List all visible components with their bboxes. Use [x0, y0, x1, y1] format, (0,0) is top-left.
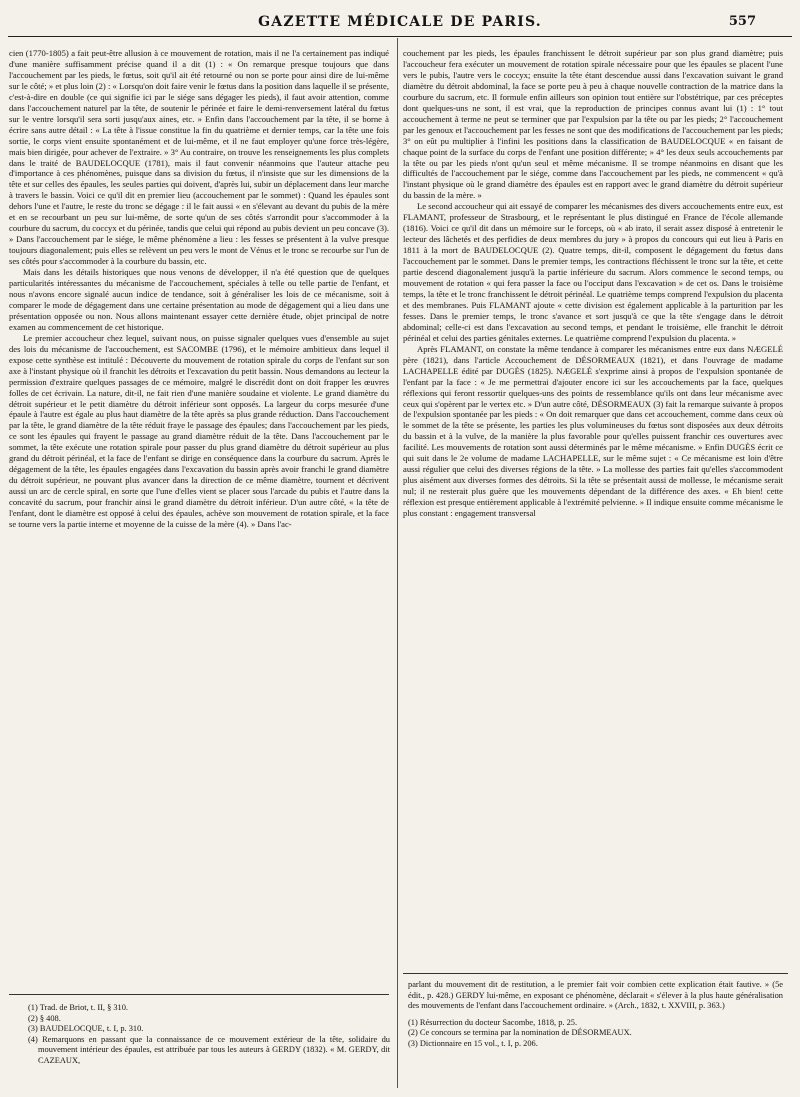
header-rule: [8, 36, 792, 37]
footnote-left-2: (2) § 408.: [28, 1013, 61, 1023]
right-paragraph-1: couchement par les pieds, les épaules franchissent le détroit supérieur par son plus grand diamètre; puis l'accoucheur fera exécuter un mouvement de rotation spirale nécessaire pour que les épaules se placent l'une vers le pubis, l'autre vers le coccyx; ensuite la tête étant descendue aussi dans l'excavation suivant le grand diamètre du détroit abdominal, la face se porte peu à peu à chaque nouvelle contraction de la matrice dans la courbure du sacrum, etc. Il formule enfin ailleurs son opinion tout entière sur l'obstétrique, par ces préceptes dont quelques-uns ne sont, il est vrai, que la reproduction de principes connus avant lui (1) : 1° tout accouchement à terme ne peut se terminer que par l'expulsion par la tête ou par les pieds; 2° l'accouchement par les genoux et l'accouchement par les fesses ne sont que des modifications de l'accouchement par les pieds; 3° on eût pu multiplier à l'infini les positions dans la classification de BAUDELOCQUE « en faisant de chaque point de la surface du corps de l'enfant une position différente; » 4° les deux seuls accouchements par la tête ou par les pieds n'ont qu'un seul et même mécanisme. Il se trompe néanmoins en disant que les difficultés de l'accouchement par le siége, comme dans l'accouchement par les pieds, ne commencent « qu'à l'instant physique où le grand diamètre des épaules est en rapport avec le grand diamètre du détroit supérieur du bassin de la mère. »: [403, 48, 783, 201]
footnotes-right: [408, 980, 783, 1050]
footnote-left-4: (4) Remarquons en passant que la connaissance de ce mouvement extérieur de la tête, solidaire du mouvement intérieur des épaules, est attribuée par tous les auteurs à GERDY (1832). « M. GERDY, dit CAZEAUX,: [28, 1034, 390, 1065]
footnote-continuation: parlant du mouvement dit de restitution, a le premier fait voir combien cette explication était fautive. » (5e édit., p. 428.) GERDY lui-même, en exposant ce phénomène, déclarait « s'élever à la plus haute généralisation des mouvements de l'enfant dans l'accouchement ordinaire. » (Arch., 1832, t. XXVIII, p. 363.): [408, 980, 783, 1011]
footnote-right-3: (3) Dictionnaire en 15 vol., t. I, p. 206.: [408, 1038, 538, 1048]
journal-title: GAZETTE MÉDICALE DE PARIS.: [258, 14, 542, 30]
right-paragraph-2: Le second accoucheur qui ait essayé de comparer les mécanismes des divers accouchements entre eux, est FLAMANT, professeur de Strasbourg, et le représentant le plus distingué en France de l'école allemande (1816). Voici ce qu'il dit dans un mémoire sur le forceps, où « ab irato, il serait assez disposé à entretenir le lecteur des lâchetés et des perfidies de deux membres du jury » à propos du concours qui eut lieu à Paris en 1811 à la mort de BAUDELOCQUE (2). Quatre temps, dit-il, composent le dégagement du fœtus dans l'accouchement par le sommet. Dans le premier temps, les contractions fléchissent le tronc sur la tête, et cette partie descend diagonalement jusqu'à la partie inférieure du sacrum. Alors commence le second temps, ou mouvement de rotation « qui fera passer la face ou l'occiput dans l'excavation » de cet os. Dans le troisième temps, la tête et le tronc franchissent le détroit périnéal. Le quatrième temps comprend l'expulsion du placenta et des membranes. Puis FLAMANT ajoute « cette division est également applicable à la parturition par les fesses. Dans le premier temps, le tronc s'avance et sort jusqu'à ce que la tête s'engage dans le détroit abdominal; celle-ci est dans l'excavation au second temps, et pendant le troisième, elle franchit le détroit périnéal et celui des parties génitales externes. Le quatrième comprend l'expulsion du placenta. »: [403, 201, 783, 343]
left-column: [9, 48, 389, 530]
left-paragraph-2: Mais dans les détails historiques que nous venons de développer, il n'a été question que de quelques particularités intéressantes du mécanisme de l'accouchement, spéciales à telle ou telle partie de l'enfant, et nous n'avons encore signalé aucun indice de tendance, soit à généraliser les lois de ce mécanisme, soit à comparer le mode de dégagement dans une certaine présentation au mode de dégagement qui a lieu dans une présentation opposée ou non. Nous allons maintenant essayer cette dernière étude, objet principal de notre examen au commencement de cet historique.: [9, 267, 389, 332]
footnotes-left: [28, 1003, 390, 1067]
footnote-right-1: (1) Résurrection du docteur Sacombe, 1818, p. 25.: [408, 1017, 578, 1027]
left-paragraph-1: cien (1770-1805) a fait peut-être allusion à ce mouvement de rotation, mais il ne l'a certainement pas indiqué d'une manière suffisamment précise quand il a dit (1) : « On remarque presque toujours que dans l'accouchement par les pieds, le fœtus, soit qu'il ait été retourné ou non se porte pour ainsi dire de lui-même sur le côté; » et plus loin (2) : « Lorsqu'on doit faire venir le fœtus dans la position dans laquelle il se présente, c'est-à-dire en double (ce qui signifie ici par le siége sans dégager les pieds), il faut avoir attention, comme dans l'accouchement naturel par la tête, de soutenir le périnée et faire le demi-renversement latéral du fœtus sur le ventre lorsqu'il sera sorti jusqu'aux aines, etc. » Enfin dans l'accouchement par la tête, il se borne à écrire sans autre détail : « La tête à l'issue constitue la fin du quatrième et dernier temps, car la tête une fois sortie, le corps vient ensuite spontanément et de lui-même, et il ne faut employer qu'une force très-légère, mais bien dirigée, pour achever de l'extraire. » 3° Au contraire, on trouve les renseignements les plus complets dans le traité de BAUDELOCQUE (1781), mais il faut convenir néanmoins que l'auteur attache peu d'importance à ces phénomènes, puisque dans sa division du fœtus, il n'insiste que sur les dimensions de la tête et sur celles des épaules, les seules parties qui doivent, d'après lui, subir un déplacement dans leur marche à travers le bassin. Voici ce qu'il dit en premier lieu (accouchement par le sommet) : Quand les épaules sont dehors l'une et l'autre, le reste du tronc se dégage : il le fait aussi « en s'élevant au devant du pubis de la mère et en se recourbant un peu sur lui-même, de sorte qu'un de ses côtés s'arrondit pour s'accommoder à la courbure du sacrum, du coccyx et du périnée, tandis que celui qui répond au pubis devient un peu concave (3). » Dans l'accouchement par le siége, le même phénomène a lieu : les fesses se présentent à la vulve presque toujours diagonalement; puis elles se relèvent un peu vers le mont de Vénus et le tronc se recourbe sur l'un de ses côtés pour s'accommoder à la courbure du bassin, etc.: [9, 48, 389, 267]
right-paragraph-3: Après FLAMANT, on constate la même tendance à comparer les mécanismes entre eux dans NÆGELÉ père (1821), dans l'article Accouchement de DÉSORMEAUX (1821), et dans l'ouvrage de madame LACHAPELLE édité par DUGÈS (1825). NÆGELÉ s'exprime ainsi à propos de l'expulsion spontanée de l'enfant par la face : « Je me permettrai d'ajouter encore ici sur les accouchements par la face, quelques réflexions qui feront ressortir quelques-uns des points de ressemblance qu'ils ont dans leur mécanisme avec ceux qui s'opèrent par le vertex etc. » D'un autre côté, DÉSORMEAUX (3) fait la remarque suivante à propos de l'expulsion spontanée par les pieds : « On doit remarquer que dans cet accouchement, comme dans ceux où le sommet de la tête se présente, les parties les plus volumineuses du fœtus sont disposées aux deux détroits du bassin et à la vulve, de la manière la plus favorable pour qu'elles puissent franchir ces ouvertures avec facilité. Les mouvements de rotation sont aussi déterminés par le même mécanisme. » Enfin DUGÈS écrit ce qui suit dans le 2e volume de madame LACHAPELLE, sur le même sujet : « Ce mécanisme est loin d'être aussi régulier que celui des diverses régions de la tête. » La mollesse des parties fait qu'elles s'accommodent plus aisément aux diverses formes des détroits. Si la tête se présentait aussi de mollesse, le mécanisme serait nul; il ne resterait plus guère que les mouvements dépendant de la différence des axes. « Eh bien! cette réflexion est presque entièrement applicable à l'extrémité pelvienne. » Il indique ensuite comme mécanisme le plus constant : engagement transversal: [403, 343, 783, 519]
page-number: 557: [728, 14, 756, 29]
column-divider: [397, 38, 398, 1088]
footnote-right-2: (2) Ce concours se termina par la nomination de DÉSORMEAUX.: [408, 1028, 632, 1038]
right-column: [403, 48, 783, 519]
page-header: [10, 14, 790, 36]
footnotes-rule-left: [9, 994, 389, 995]
footnote-left-3: (3) BAUDELOCQUE, t. I, p. 310.: [28, 1024, 144, 1034]
left-paragraph-3: Le premier accoucheur chez lequel, suivant nous, on puisse signaler quelques vues d'ensemble au sujet des lois du mécanisme de l'accouchement, est SACOMBE (1796), et le mémoire ambitieux dans lequel il expose cette synthèse est intitulé : Découverte du mouvement de rotation spirale du corps de l'enfant sur son axe à l'instant physique où il franchit les détroits et l'excavation du petit bassin. Nous demandons au lecteur la permission d'extraire quelques passages de ce mémoire, malgré le discrédit dont on doit frapper les œuvres folles de cet écrivain. La nature, dit-il, ne fait rien d'une manière soudaine et violente. Le grand diamètre du détroit supérieur et le petit diamètre du détroit inférieur sont opposés. La largeur du corps mesurée d'une épaule à l'autre est égale au plus haut diamètre de la tête après sa plus grande réduction. Dans l'accouchement par la tête, le grand diamètre de la tête réduit fraye le passage des épaules; dans l'accouchement par les pieds, ce sont les épaules qui frayent le passage au grand diamètre réduit de la tête. Dans l'accouchement par le sommet, la tête exécute une rotation spirale pour passer du plus grand diamètre du détroit supérieur au plus grand du détroit périnéal, et la face de l'enfant se dirige en conséquence dans la courbure du sacrum. Après le dégagement de la tête, les épaules engagées dans l'excavation du bassin après avoir franchi le grand diamètre du détroit supérieur, ne pouvant plus avancer dans la direction de ce même diamètre, tournent et décrivent aussi un arc de cercle spiral, en sorte que l'une d'elles vient se placer sous l'arcade du pubis et l'autre dans la concavité du sacrum, pour franchir ainsi le grand diamètre du détroit inférieur. D'un autre côté, « la tête de l'enfant, dont le diamètre est opposé à celui des épaules, achève son mouvement de rotation spirale, et la face se tourne vers la partie interne et moyenne de la cuisse de la mère (4). » Dans l'ac-: [9, 332, 389, 529]
footnote-left-1: (1) Trad. de Briot, t. II, § 310.: [28, 1003, 129, 1012]
footnotes-rule-right: [403, 973, 788, 974]
